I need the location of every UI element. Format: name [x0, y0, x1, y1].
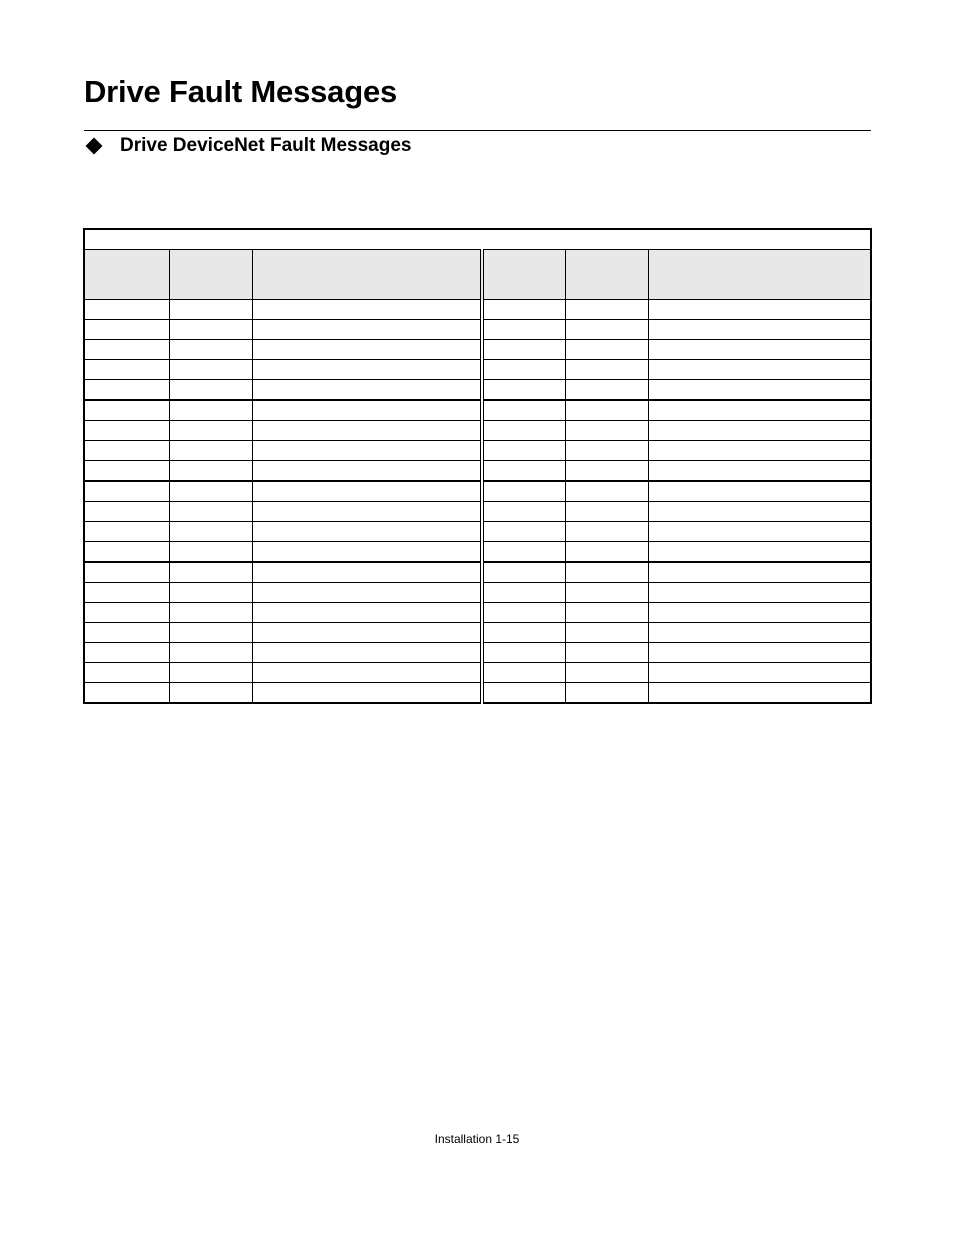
table-cell — [169, 683, 252, 704]
page-title: Drive Fault Messages — [84, 74, 398, 109]
table-row — [84, 603, 871, 623]
table-cell — [252, 542, 482, 563]
table-cell — [482, 481, 565, 502]
table-cell — [482, 583, 565, 603]
table-cell — [648, 300, 871, 320]
table-row — [84, 663, 871, 683]
table-cell — [84, 441, 169, 461]
table-cell — [169, 603, 252, 623]
table-cell — [84, 360, 169, 380]
table-cell — [482, 683, 565, 704]
table-cell — [169, 400, 252, 421]
table-cell — [84, 562, 169, 583]
table-cell — [84, 542, 169, 563]
table-cell — [252, 522, 482, 542]
table-cell — [648, 663, 871, 683]
table-header-row — [84, 250, 871, 300]
header-cell — [252, 250, 482, 300]
table-cell — [482, 421, 565, 441]
table-cell — [565, 663, 648, 683]
table-row — [84, 300, 871, 320]
table-cell — [252, 360, 482, 380]
header-cell — [169, 250, 252, 300]
table-cell — [252, 683, 482, 704]
table-cell — [252, 461, 482, 482]
table-row — [84, 623, 871, 643]
table-cell — [252, 562, 482, 583]
table-cell — [169, 380, 252, 401]
table-cell — [648, 461, 871, 482]
table-cell — [648, 360, 871, 380]
table-cell — [169, 481, 252, 502]
table-row — [84, 340, 871, 360]
table-cell — [482, 663, 565, 683]
section-heading — [84, 135, 411, 157]
table-row — [84, 400, 871, 421]
table-cell — [648, 441, 871, 461]
table-cell — [482, 522, 565, 542]
table-cell — [169, 300, 252, 320]
table-cell — [84, 421, 169, 441]
section-title: Drive DeviceNet Fault Messages — [120, 135, 412, 156]
table-cell — [565, 320, 648, 340]
table-cell — [84, 461, 169, 482]
table-cell — [482, 400, 565, 421]
table-cell — [648, 683, 871, 704]
table-cell — [84, 643, 169, 663]
table-cell — [84, 522, 169, 542]
table-cell — [169, 340, 252, 360]
table-cell — [648, 542, 871, 563]
table-cell — [84, 583, 169, 603]
table-row — [84, 320, 871, 340]
table-cell — [252, 643, 482, 663]
table-cell — [169, 421, 252, 441]
table-cell — [84, 603, 169, 623]
table-cell — [565, 542, 648, 563]
table-cell — [482, 562, 565, 583]
table-cell — [482, 360, 565, 380]
table-cell — [565, 300, 648, 320]
table-cell — [648, 320, 871, 340]
table-cell — [169, 562, 252, 583]
table-cell — [482, 603, 565, 623]
table-cell — [482, 300, 565, 320]
table-cell — [84, 400, 169, 421]
table-cell — [648, 340, 871, 360]
table-cell — [252, 481, 482, 502]
table-cell — [482, 320, 565, 340]
table-cell — [648, 380, 871, 401]
table-row — [84, 481, 871, 502]
table-cell — [169, 663, 252, 683]
table-cell — [648, 502, 871, 522]
table-cell — [482, 461, 565, 482]
table-row — [84, 360, 871, 380]
table-cell — [482, 441, 565, 461]
table-cell — [565, 643, 648, 663]
table-cell — [84, 481, 169, 502]
table-cell — [84, 663, 169, 683]
table-cell — [565, 583, 648, 603]
table-cell — [565, 360, 648, 380]
table-cell — [565, 400, 648, 421]
table-cell — [84, 623, 169, 643]
table-row — [84, 542, 871, 563]
table-cell — [252, 320, 482, 340]
table-cell — [482, 502, 565, 522]
table-cell — [252, 603, 482, 623]
table-row — [84, 683, 871, 704]
table-cell — [169, 542, 252, 563]
table-cell — [565, 522, 648, 542]
table-cell — [565, 623, 648, 643]
table-cell — [565, 562, 648, 583]
diamond-bullet-icon — [84, 136, 104, 156]
table-cell — [84, 340, 169, 360]
table-row — [84, 441, 871, 461]
table-row — [84, 380, 871, 401]
table-row — [84, 421, 871, 441]
table-cell — [565, 461, 648, 482]
table-cell — [565, 421, 648, 441]
table-caption — [84, 229, 871, 250]
table-cell — [565, 502, 648, 522]
header-cell — [648, 250, 871, 300]
table-cell — [252, 623, 482, 643]
table-cell — [252, 400, 482, 421]
table-caption-row — [84, 229, 871, 250]
table-cell — [252, 340, 482, 360]
table-cell — [565, 380, 648, 401]
table-cell — [84, 320, 169, 340]
header-cell — [84, 250, 169, 300]
table-cell — [648, 623, 871, 643]
table-cell — [252, 441, 482, 461]
table-cell — [84, 502, 169, 522]
table-cell — [482, 643, 565, 663]
table-cell — [482, 542, 565, 563]
table-cell — [84, 683, 169, 704]
table-cell — [169, 461, 252, 482]
table-row — [84, 522, 871, 542]
table-cell — [252, 502, 482, 522]
table-cell — [84, 380, 169, 401]
table-cell — [169, 360, 252, 380]
table-cell — [169, 522, 252, 542]
table-cell — [565, 441, 648, 461]
table-cell — [648, 400, 871, 421]
table-cell — [169, 320, 252, 340]
header-cell — [482, 250, 565, 300]
table-cell — [482, 623, 565, 643]
table-cell — [648, 562, 871, 583]
fault-messages-table — [83, 228, 872, 704]
table-cell — [565, 340, 648, 360]
table-cell — [648, 583, 871, 603]
table-row — [84, 562, 871, 583]
header-cell — [565, 250, 648, 300]
table-cell — [252, 663, 482, 683]
table-cell — [169, 502, 252, 522]
table-cell — [169, 583, 252, 603]
table-cell — [648, 643, 871, 663]
table-cell — [84, 300, 169, 320]
table-row — [84, 461, 871, 482]
table-cell — [482, 340, 565, 360]
table-cell — [252, 300, 482, 320]
table-cell — [648, 421, 871, 441]
table-row — [84, 643, 871, 663]
table-cell — [565, 481, 648, 502]
page-footer: Installation 1-15 — [434, 1132, 520, 1146]
table-row — [84, 583, 871, 603]
table-cell — [252, 583, 482, 603]
table-cell — [648, 481, 871, 502]
title-divider — [84, 130, 871, 131]
table-cell — [648, 603, 871, 623]
table-cell — [252, 421, 482, 441]
table-cell — [565, 603, 648, 623]
table-cell — [252, 380, 482, 401]
table-cell — [565, 683, 648, 704]
table-row — [84, 502, 871, 522]
table-cell — [648, 522, 871, 542]
table-cell — [169, 623, 252, 643]
table-cell — [169, 643, 252, 663]
table-cell — [482, 380, 565, 401]
table-cell — [169, 441, 252, 461]
